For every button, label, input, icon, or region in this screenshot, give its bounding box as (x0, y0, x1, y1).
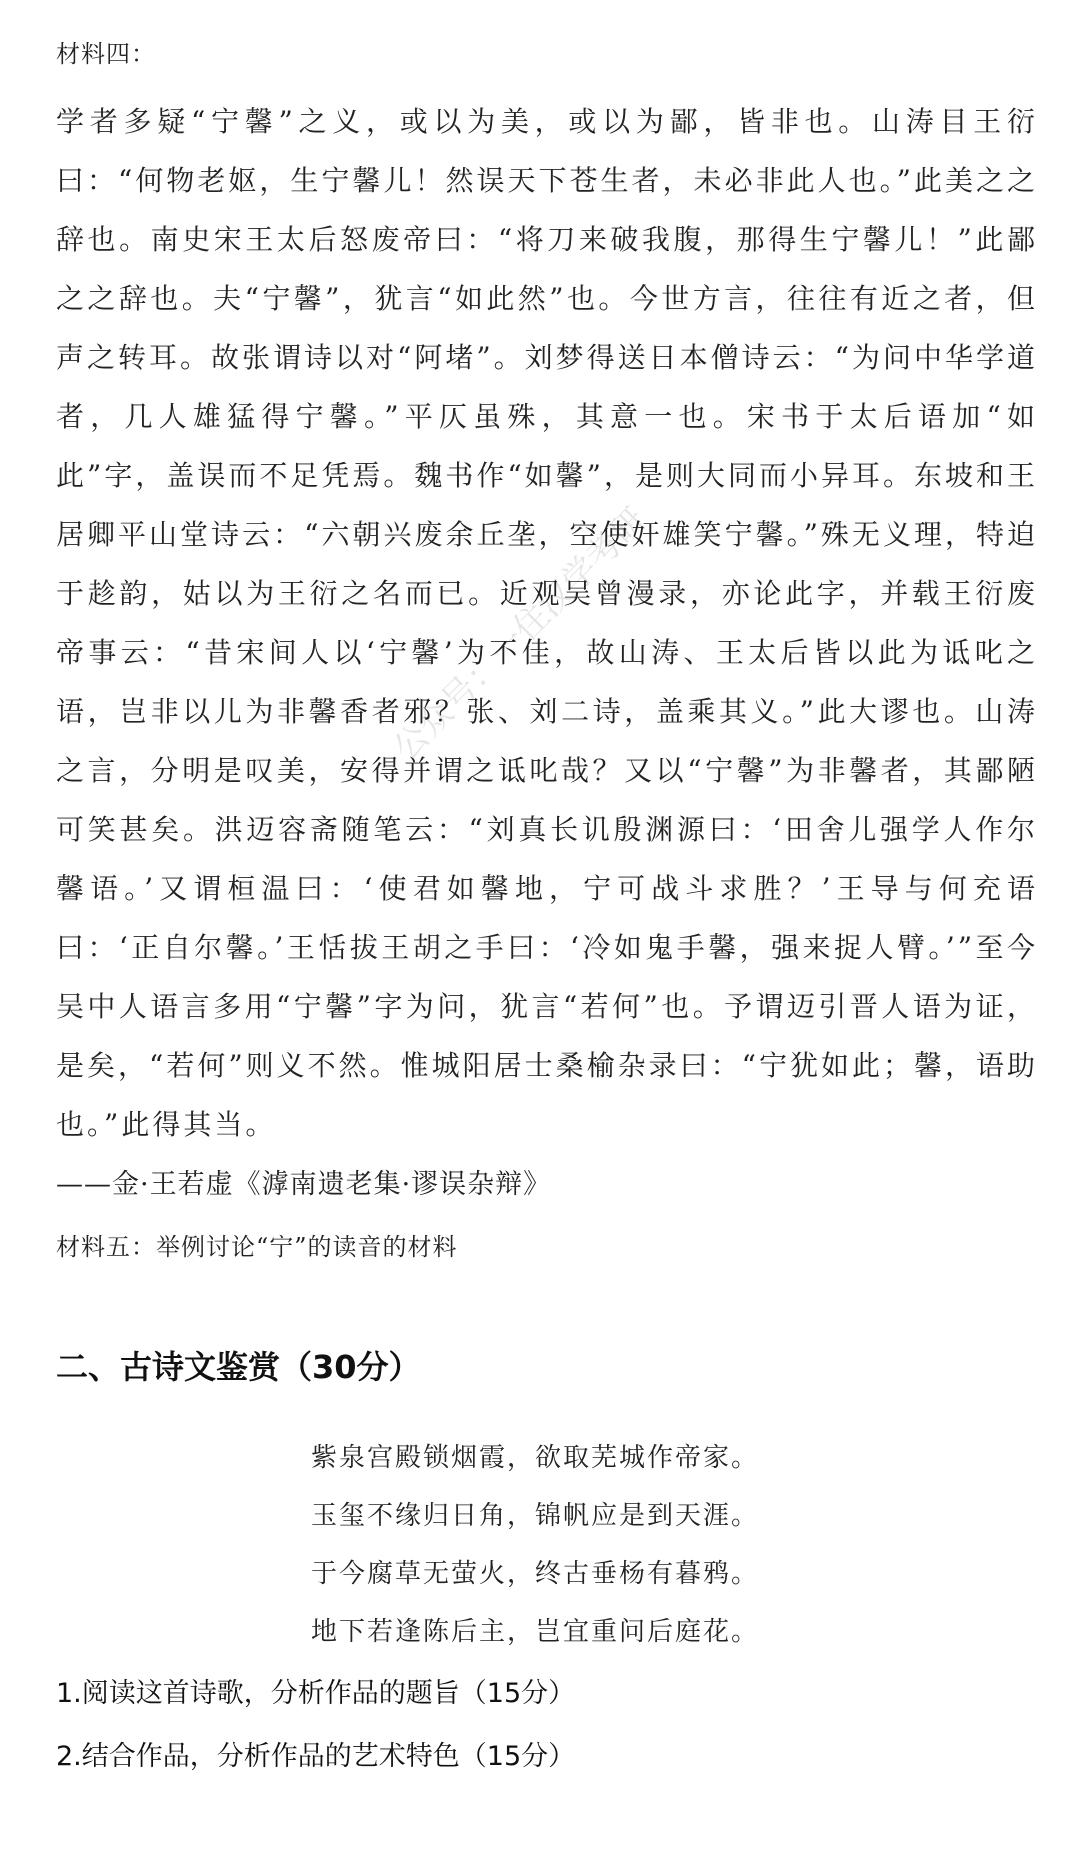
material4-label: 材料四： (56, 40, 156, 68)
poem-line: 紫泉宫殿锁烟霞，欲取芜城作帝家。 (311, 1442, 760, 1473)
watermark: 公众号：一住汉学考研 (385, 500, 655, 769)
poem-line: 于今腐草无萤火，终古垂杨有暮鸦。 (311, 1558, 760, 1589)
material4-body: 学者多疑“宁馨”之义，或以为美，或以为鄙，皆非也。山涛目王衍曰：“何物老妪，生宁馨儿！然误天下苍生者，未必非此人也。”此美之之辞也。南史宋王太后怒废帝曰：“将刀来破我腹，那得生宁馨儿！”此鄙之之辞也。夫“宁馨”，犹言“如此然”也。今世方言，往往有近之者，但声之转耳。故张谓诗以对“阿堵”。刘梦得送日本僧诗云：“为问中华学道者，几人雄猛得宁馨。”平仄虽殊，其意一也。宋书于太后语加“如此”字，盖误而不足凭焉。魏书作“如馨”，是则大同而小异耳。东坡和王居卿平山堂诗云：“六朝兴废余丘垄，空使奸雄笑宁馨。”殊无义理，特迫于趁韵，姑以为王衍之名而已。近观吴曾漫录，亦论此字，并载王衍废帝事云：“昔宋间人以‘宁馨’为不佳，故山涛、王太后皆以此为诋叱之语，岂非以儿为非馨香者邪？张、刘二诗，盖乘其义。”此大谬也。山涛之言，分明是叹美，安得并谓之诋叱哉？又以“宁馨”为非馨者，其鄙陋可笑甚矣。洪迈容斋随笔云：“刘真长讥殷渊源曰：‘田舍儿强学人作尔馨语。’又谓桓温曰：‘使君如馨地，宁可战斗求胜？’王导与何充语曰：‘正自尔馨。’王恬拔王胡之手曰：‘冷如鬼手馨，强来捉人臂。’”至今吴中人语言多用“宁馨”字为问，犹言“若何”也。予谓迈引晋人语为证，是矣，“若何”则义不然。惟城阳居士桑榆杂录曰：“宁犹如此；馨，语助也。”此得其当。 (56, 104, 1038, 1141)
poem-line: 玉玺不缘归日角，锦帆应是到天涯。 (311, 1500, 760, 1531)
material4-source: ——金·王若虚《滹南遗老集·谬误杂辩》 (56, 1168, 552, 1200)
document-page (56, 38, 1038, 1776)
poem (311, 1429, 1038, 1661)
section2-title: 二、古诗文鉴赏（30分） (56, 1347, 421, 1386)
question-2: 2.结合作品，分析作品的艺术特色（15分） (56, 1741, 576, 1773)
question-1: 1.阅读这首诗歌，分析作品的题旨（15分） (56, 1677, 576, 1709)
material5-label: 材料五：举例讨论“宁”的读音的材料 (56, 1233, 458, 1262)
poem-line: 地下若逢陈后主，岂宜重问后庭花。 (311, 1616, 760, 1647)
